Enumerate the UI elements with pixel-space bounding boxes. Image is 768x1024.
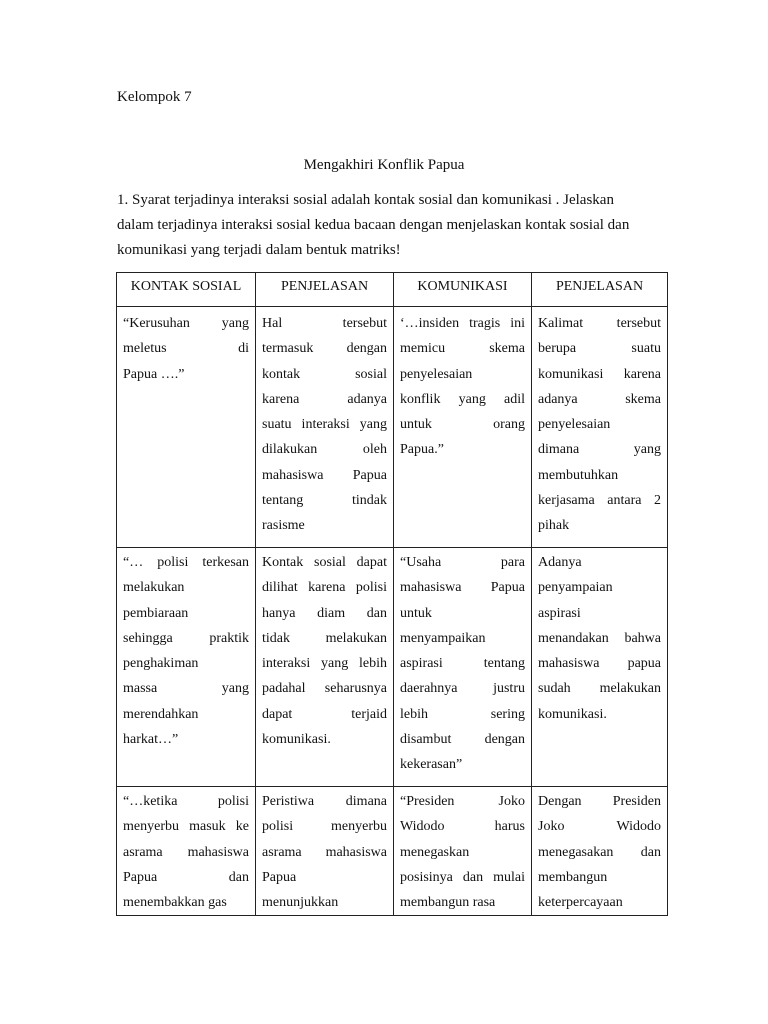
cell-text-line: lebih sering [400,706,525,722]
cell-text-line: menandakan bahwa [538,630,661,646]
cell-text-line: Papua.” [400,442,444,458]
cell-text-line: ‘…insiden tragis ini [400,316,525,331]
cell-text-line: Widodo harus [400,819,525,835]
penjelasan-cell [532,307,668,548]
matrix-table [116,272,668,916]
document-title: Mengakhiri Konflik Papua [303,157,465,173]
cell-text-line: termasuk dengan [262,341,387,357]
cell-text-line: suatu interaksi yang [262,417,387,433]
cell-text-line: menembakkan gas [123,895,227,911]
cell-text-line: membangun rasa [400,895,496,911]
kontak-sosial-cell [117,307,256,548]
cell-text-line: adanya skema [538,391,661,407]
cell-text-line: Kontak sosial dapat [262,555,387,570]
cell-text-line: meletus di [123,341,249,357]
cell-text-line: penyelesaian [400,366,473,382]
cell-text-line: dapat terjaid [262,706,387,722]
cell-text-line: keterpercayaan [538,895,623,911]
cell-text-line: Papua [262,869,297,885]
cell-text-line: sehingga praktik [123,630,249,646]
header-penjelasan: PENJELASAN [256,273,394,307]
cell-text-line: asrama mahasiswa [123,844,249,860]
cell-text-line: “Presiden Joko [400,794,525,809]
header-kontak-sosial: KONTAK SOSIAL [117,273,256,307]
cell-text-line: Peristiwa dimana [262,794,387,809]
cell-text-line: menegaskan [400,844,470,860]
cell-text-line: menegasakan dan [538,844,661,860]
penjelasan-cell [532,548,668,787]
cell-text-line: pembiaraan [123,605,189,621]
cell-text-line: Kalimat tersebut [538,316,661,331]
cell-text-line: dilihat karena polisi [262,580,387,596]
cell-text-line: posisinya dan mulai [400,869,525,885]
cell-text-line: aspirasi [538,605,581,621]
cell-text-line: komunikasi karena [538,366,661,382]
cell-text-line: melakukan [123,580,185,596]
cell-text-line: menyampaikan [400,630,486,646]
cell-text-line: dimana yang [538,442,661,458]
cell-text-line: menunjukkan [262,895,339,911]
penjelasan-cell [532,787,668,916]
cell-text-line: disambut dengan [400,732,525,748]
cell-text-line: komunikasi. [538,706,607,722]
cell-text-line: padahal seharusnya [262,681,387,697]
komunikasi-cell [394,307,532,548]
cell-text-line: komunikasi. [262,732,331,748]
cell-text-line: mahasiswa Papua [400,580,525,596]
cell-text-line: Dengan Presiden [538,794,661,809]
cell-text-line: hanya diam dan [262,605,387,621]
cell-text-line: menyerbu masuk ke [123,819,249,835]
kontak-sosial-cell [117,787,256,916]
cell-text-line: Adanya [538,555,582,570]
cell-text-line: merendahkan [123,706,199,722]
cell-text-line: aspirasi tentang [400,656,525,672]
cell-text-line: penghakiman [123,656,199,672]
penjelasan-cell [256,787,394,916]
cell-text-line: Joko Widodo [538,819,661,835]
cell-text-line: daerahnya justru [400,681,525,697]
cell-text-line: “… polisi terkesan [123,555,249,570]
cell-text-line: “…ketika polisi [123,794,249,809]
cell-text-line: berupa suatu [538,341,661,357]
cell-text-line: Hal tersebut [262,316,387,331]
cell-text-line: untuk orang [400,417,525,433]
cell-text-line: asrama mahasiswa [262,844,387,860]
table-header-row [117,273,668,307]
komunikasi-cell [394,787,532,916]
cell-text-line: “Usaha para [400,555,525,570]
cell-text-line: rasisme [262,518,305,534]
cell-text-line: penyampaian [538,580,613,596]
cell-text-line: sudah melakukan [538,681,661,697]
cell-text-line: “Kerusuhan yang [123,316,249,331]
cell-text-line: mahasiswa Papua [262,467,387,483]
cell-text-line: membangun [538,869,608,885]
table-row [117,548,668,787]
cell-text-line: polisi menyerbu [262,819,387,835]
cell-text-line: kontak sosial [262,366,387,382]
cell-text-line: penyelesaian [538,417,611,433]
cell-text-line: kerjasama antara 2 [538,493,661,509]
kontak-sosial-cell [117,548,256,787]
cell-text-line: interaksi yang lebih [262,656,387,672]
cell-text-line: dilakukan oleh [262,442,387,458]
table-row [117,307,668,548]
cell-text-line: memicu skema [400,341,525,357]
group-label: Kelompok 7 [117,89,192,105]
cell-text-line: harkat…” [123,732,179,748]
question-line: komunikasi yang terjadi dalam bentuk matriks! [117,242,401,258]
komunikasi-cell [394,548,532,787]
cell-text-line: tidak melakukan [262,630,387,646]
cell-text-line: Papua ….” [123,366,185,382]
cell-text-line: karena adanya [262,391,387,407]
cell-text-line: mahasiswa papua [538,656,661,672]
cell-text-line: tentang tindak [262,493,387,509]
cell-text-line: pihak [538,518,570,534]
table-row [117,787,668,916]
question-paragraph [117,188,667,263]
question-line: dalam terjadinya interaksi sosial kedua bacaan dengan menjelaskan kontak sosial dan [117,217,630,233]
cell-text-line: konflik yang adil [400,391,525,407]
header-komunikasi: KOMUNIKASI [394,273,532,307]
cell-text-line: massa yang [123,681,249,697]
cell-text-line: untuk [400,605,432,621]
penjelasan-cell [256,307,394,548]
header-penjelasan: PENJELASAN [532,273,668,307]
cell-text-line: membutuhkan [538,467,619,483]
cell-text-line: kekerasan” [400,757,463,773]
penjelasan-cell [256,548,394,787]
question-line: 1. Syarat terjadinya interaksi sosial adalah kontak sosial dan komunikasi . Jelaskan [117,192,614,208]
cell-text-line: Papua dan [123,869,249,885]
